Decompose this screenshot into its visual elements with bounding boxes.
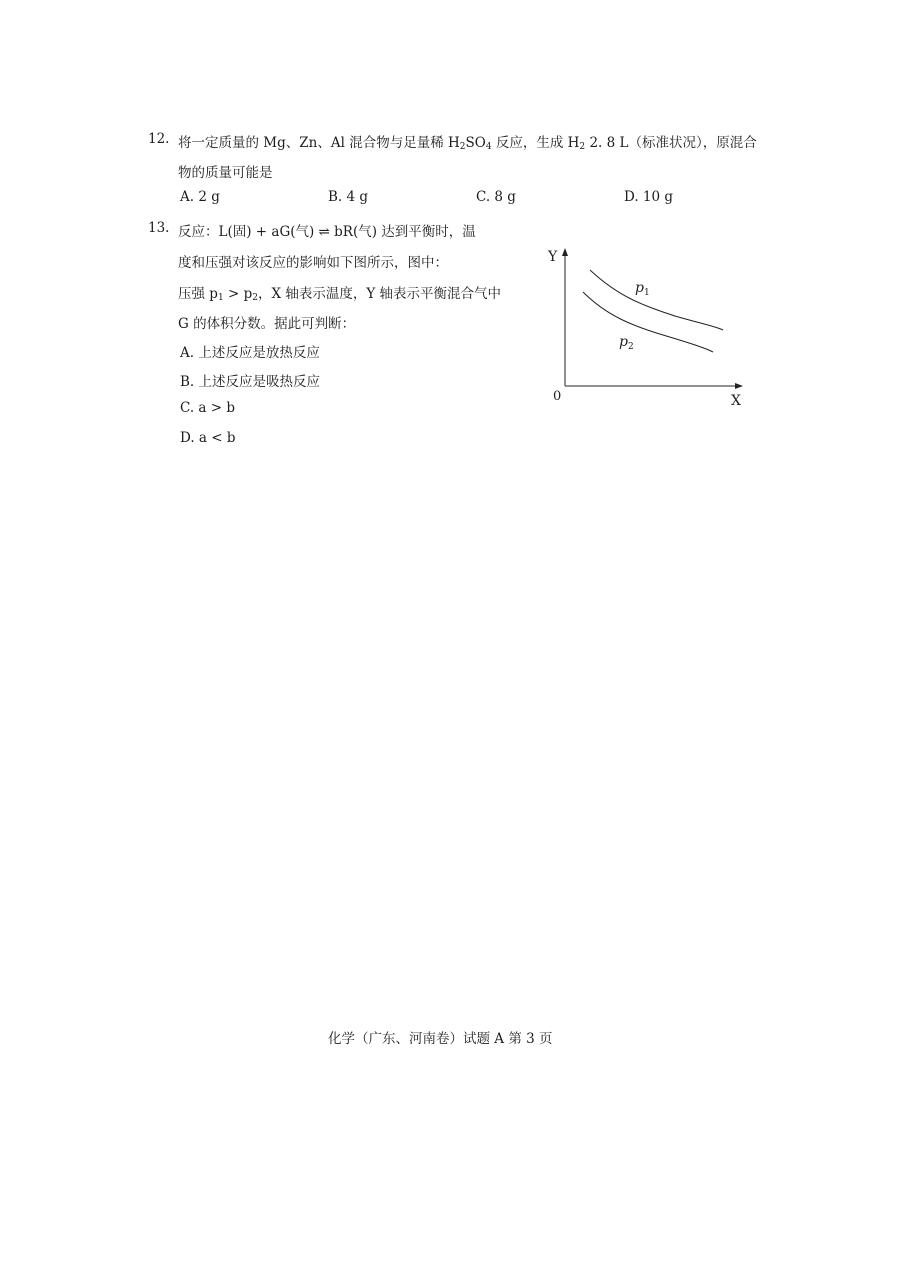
- q12-text-c: 反应，生成 H: [491, 135, 580, 151]
- curve-p1: [590, 270, 723, 330]
- q12-number: 12.: [148, 131, 170, 147]
- q12-option-c[interactable]: C. 8 g: [476, 189, 516, 205]
- curve-p2: [583, 292, 713, 352]
- q13-line3: [178, 282, 501, 303]
- q12-text-a: 将一定质量的 Mg、Zn、Al 混合物与足量稀 H: [178, 135, 460, 151]
- curve-p1-label: [635, 280, 650, 298]
- curve-p2-letter: p: [619, 334, 628, 350]
- curve-p2-label: [619, 334, 634, 352]
- page-footer: 化学（广东、河南卷）试题 A 第 3 页: [328, 1031, 553, 1047]
- y-axis-label: Y: [548, 249, 558, 265]
- q13-option-a[interactable]: A. 上述反应是放热反应: [180, 345, 320, 361]
- q12-sub-4: 4: [485, 142, 492, 152]
- x-axis-label: X: [731, 393, 741, 409]
- q12-option-d[interactable]: D. 10 g: [624, 189, 674, 205]
- q13-line2: 度和压强对该反应的影响如下图所示，图中：: [178, 255, 448, 271]
- curve-p1-letter: p: [635, 280, 644, 296]
- q13-text-a: 压强 p: [178, 286, 218, 302]
- q12-sub-2: 2: [459, 142, 466, 152]
- q12-option-b[interactable]: B. 4 g: [328, 189, 369, 205]
- equilibrium-graph: [545, 240, 750, 410]
- q13-line4: G 的体积分数。据此可判断：: [178, 316, 356, 332]
- q13-text-c: ，X 轴表示温度，Y 轴表示平衡混合气中: [257, 286, 502, 302]
- q13-text-b: > p: [223, 286, 253, 302]
- q12-text-b: SO: [465, 135, 486, 151]
- q12-line1: [178, 131, 757, 152]
- x-axis-arrow-icon: [735, 383, 743, 389]
- q13-number: 13.: [148, 220, 170, 236]
- curve-p1-sub: 1: [643, 288, 650, 298]
- origin-label: 0: [553, 389, 562, 404]
- y-axis-arrow-icon: [562, 248, 568, 256]
- q13-sub-1: 1: [217, 293, 224, 303]
- q13-option-c[interactable]: C. a > b: [180, 400, 236, 416]
- q13-sub-2: 2: [252, 293, 258, 303]
- q12-text-d: 2. 8 L（标准状况），原混合: [585, 135, 757, 151]
- q12-line2: 物的质量可能是: [178, 165, 273, 181]
- q12-option-a[interactable]: A. 2 g: [180, 189, 220, 205]
- q13-line1: 反应：L(固) + aG(气) ⇌ bR(气) 达到平衡时，温: [178, 224, 476, 240]
- q13-option-d[interactable]: D. a < b: [180, 430, 236, 446]
- q13-option-b[interactable]: B. 上述反应是吸热反应: [180, 374, 321, 390]
- q12-sub-h2: 2: [579, 142, 586, 152]
- curve-p2-sub: 2: [627, 342, 634, 352]
